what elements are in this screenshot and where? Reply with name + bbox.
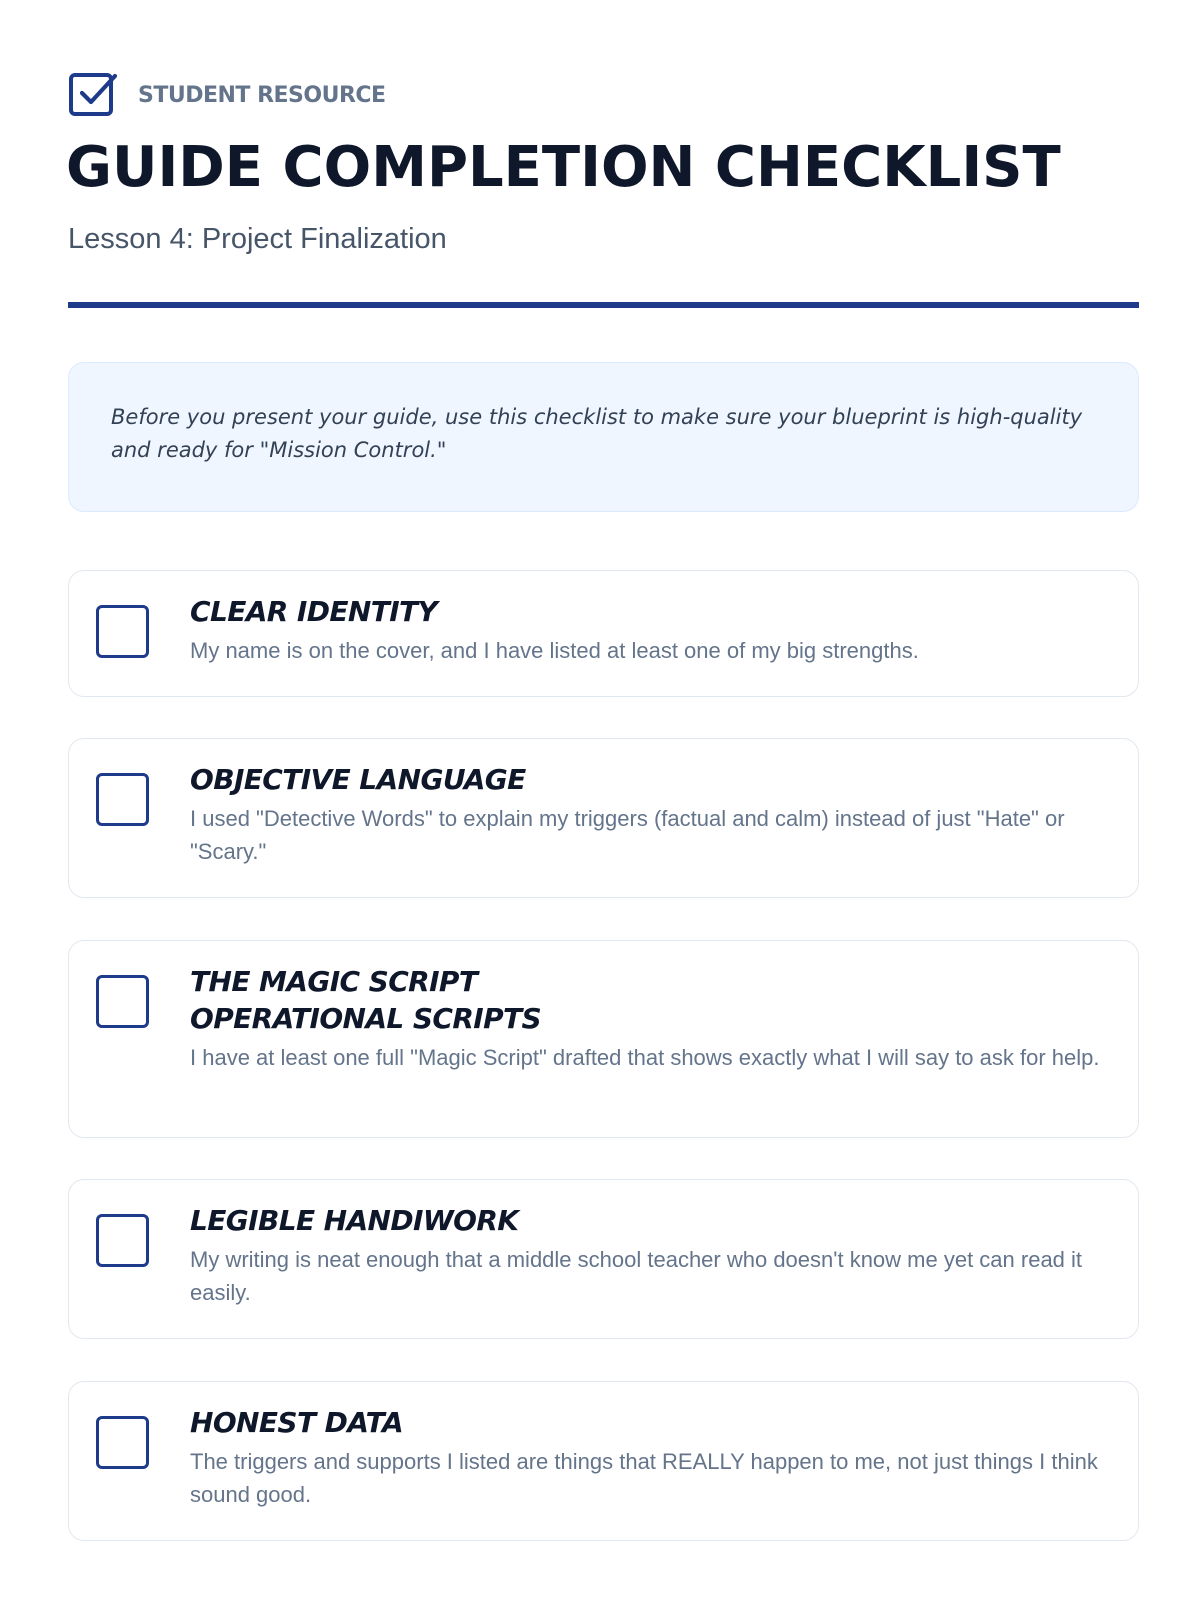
header-eyebrow-row <box>68 70 386 118</box>
checklist-item <box>68 570 1139 697</box>
checklist-item-content <box>190 1404 1114 1511</box>
checklist-item <box>68 940 1139 1138</box>
checklist-item-content <box>190 761 1114 868</box>
checklist-item-description: My name is on the cover, and I have listed at least one of my big strengths. <box>190 638 919 663</box>
checklist-checkbox[interactable] <box>96 1416 149 1469</box>
checklist-item-title: LEGIBLE HANDIWORK <box>190 1204 519 1237</box>
checklist-item <box>68 1381 1139 1541</box>
checklist-item-title: HONEST DATA <box>190 1406 404 1439</box>
checklist-item-content <box>190 593 1114 667</box>
checklist-item-description: The triggers and supports I listed are things that REALLY happen to me, not just things I think sound good. <box>190 1449 1098 1507</box>
page-title: GUIDE COMPLETION CHECKLIST <box>66 135 1061 200</box>
checklist-item <box>68 1179 1139 1339</box>
checklist-item-title: CLEAR IDENTITY <box>190 595 438 628</box>
header-divider <box>68 302 1139 308</box>
checklist-item-title-secondary: OPERATIONAL SCRIPTS <box>190 1002 542 1035</box>
checkbox-checked-icon <box>68 70 118 118</box>
checklist-checkbox[interactable] <box>96 975 149 1028</box>
checklist-item-content <box>190 1202 1114 1309</box>
checklist-item-content <box>190 963 1114 1074</box>
intro-text: Before you present your guide, use this checklist to make sure your blueprint is high-quality and ready for "Mission Control." <box>111 405 1083 462</box>
checklist-item-title: OBJECTIVE LANGUAGE <box>190 763 526 796</box>
intro-callout <box>68 362 1139 512</box>
checklist-item <box>68 738 1139 898</box>
checklist-checkbox[interactable] <box>96 1214 149 1267</box>
checklist-item-description: I have at least one full "Magic Script" drafted that shows exactly what I will say to ask for help. <box>190 1045 1100 1070</box>
checklist-item-description: My writing is neat enough that a middle school teacher who doesn't know me yet can read it easily. <box>190 1247 1083 1305</box>
checklist-checkbox[interactable] <box>96 773 149 826</box>
eyebrow-label: STUDENT RESOURCE <box>138 83 386 108</box>
checklist-item-title: THE MAGIC SCRIPT <box>190 965 478 998</box>
checklist-checkbox[interactable] <box>96 605 149 658</box>
page-subtitle: Lesson 4: Project Finalization <box>68 223 447 255</box>
checklist-item-description: I used "Detective Words" to explain my triggers (factual and calm) instead of just "Hate" or "Scary." <box>190 806 1065 864</box>
